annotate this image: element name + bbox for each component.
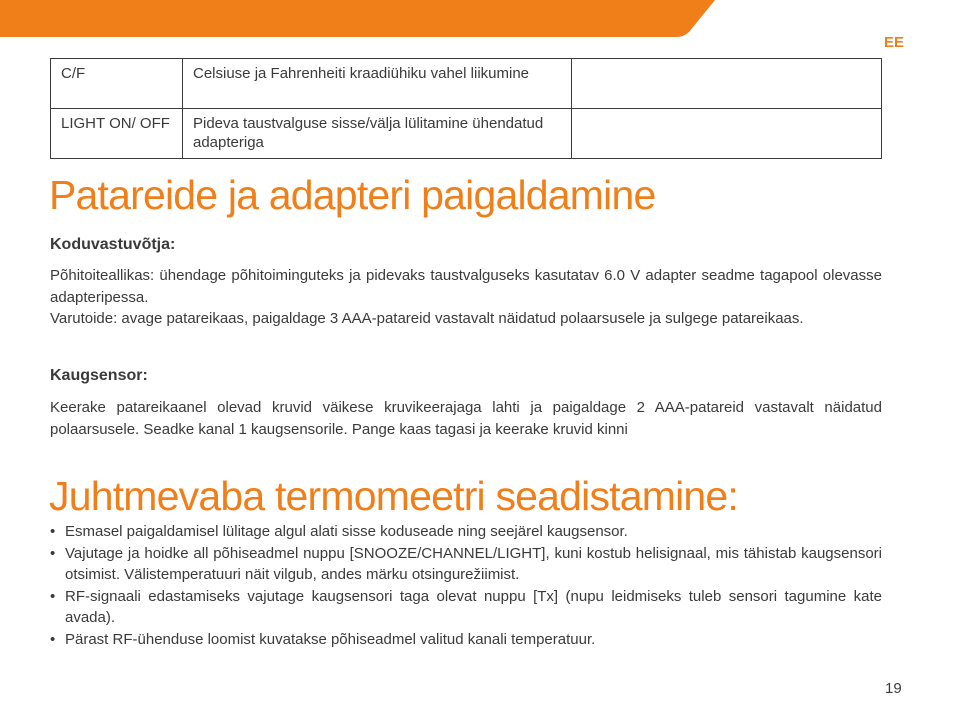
spec-table [50, 58, 882, 159]
list-item-text: RF-signaali edastamiseks vajutage kaugsensori taga olevat nuppu [Tx] (nupu leidmiseks tuleb sensori tagumine kate avada). [65, 587, 882, 626]
table-cell-description: Pideva taustvalguse sisse/välja lülitamine ühendatud adapteriga [183, 109, 572, 159]
table-cell-extra [572, 59, 882, 109]
list-item-text: Pärast RF-ühenduse loomist kuvatakse põhiseadmel valitud kanali temperatuur. [65, 630, 596, 648]
header-banner [0, 0, 954, 40]
base-station-backup-text: Varutoide: avage patareikaas, paigaldage 3 AAA-patareid vastavalt näidatud polaarsusele ja sulgege patareikaas. [50, 310, 804, 327]
list-item [50, 629, 882, 651]
sensor-text: Keerake patareikaanel olevad kruvid väikese kruvikeerajaga lahti ja paigaldage 2 AAA-patareid vastavalt näidatud polaarsusele. Seadke kanal 1 kaugsensorile. Pange kaas tagasi ja keerake kruvid kinni [50, 399, 882, 438]
bullet-icon: • [50, 587, 56, 605]
language-tag: EE [884, 34, 905, 51]
table-row [51, 59, 882, 109]
bullet-icon: • [50, 630, 56, 648]
page-number: 19 [885, 680, 902, 697]
section-title-setup: Juhtmevaba termomeetri seadistamine: [49, 473, 739, 519]
table-cell-extra [572, 109, 882, 159]
base-station-heading: Koduvastuvõtja: [50, 236, 176, 253]
setup-steps-list [50, 521, 882, 650]
table-cell-key: LIGHT ON/ OFF [51, 109, 183, 159]
list-item-text: Vajutage ja hoidke all põhiseadmel nuppu [SNOOZE/CHANNEL/LIGHT], kuni kostub helisignaal, mis tähistab kaugsensori otsimist. Välistemperatuuri näit vilgub, andes märku otsingurežiimist. [65, 544, 882, 583]
table-cell-key: C/F [51, 59, 183, 109]
table-cell-description: Celsiuse ja Fahrenheiti kraadiühiku vahel liikumine [183, 59, 572, 109]
list-item [50, 586, 882, 629]
base-station-power-text: Põhitoiteallikas: ühendage põhitoiminguteks ja pidevaks taustvalguseks kasutatav 6.0 V adapter seadme tagapool olevasse adapteripessa. [50, 267, 882, 306]
list-item [50, 521, 882, 543]
list-item [50, 543, 882, 586]
list-item-text: Esmasel paigaldamisel lülitage algul alati sisse koduseade ning seejärel kaugsensor. [65, 523, 628, 540]
sensor-heading: Kaugsensor: [50, 367, 148, 384]
bullet-icon: • [50, 544, 56, 562]
bullet-icon: • [50, 523, 56, 540]
table-row [51, 109, 882, 159]
section-title-installation: Patareide ja adapteri paigaldamine [49, 172, 656, 218]
